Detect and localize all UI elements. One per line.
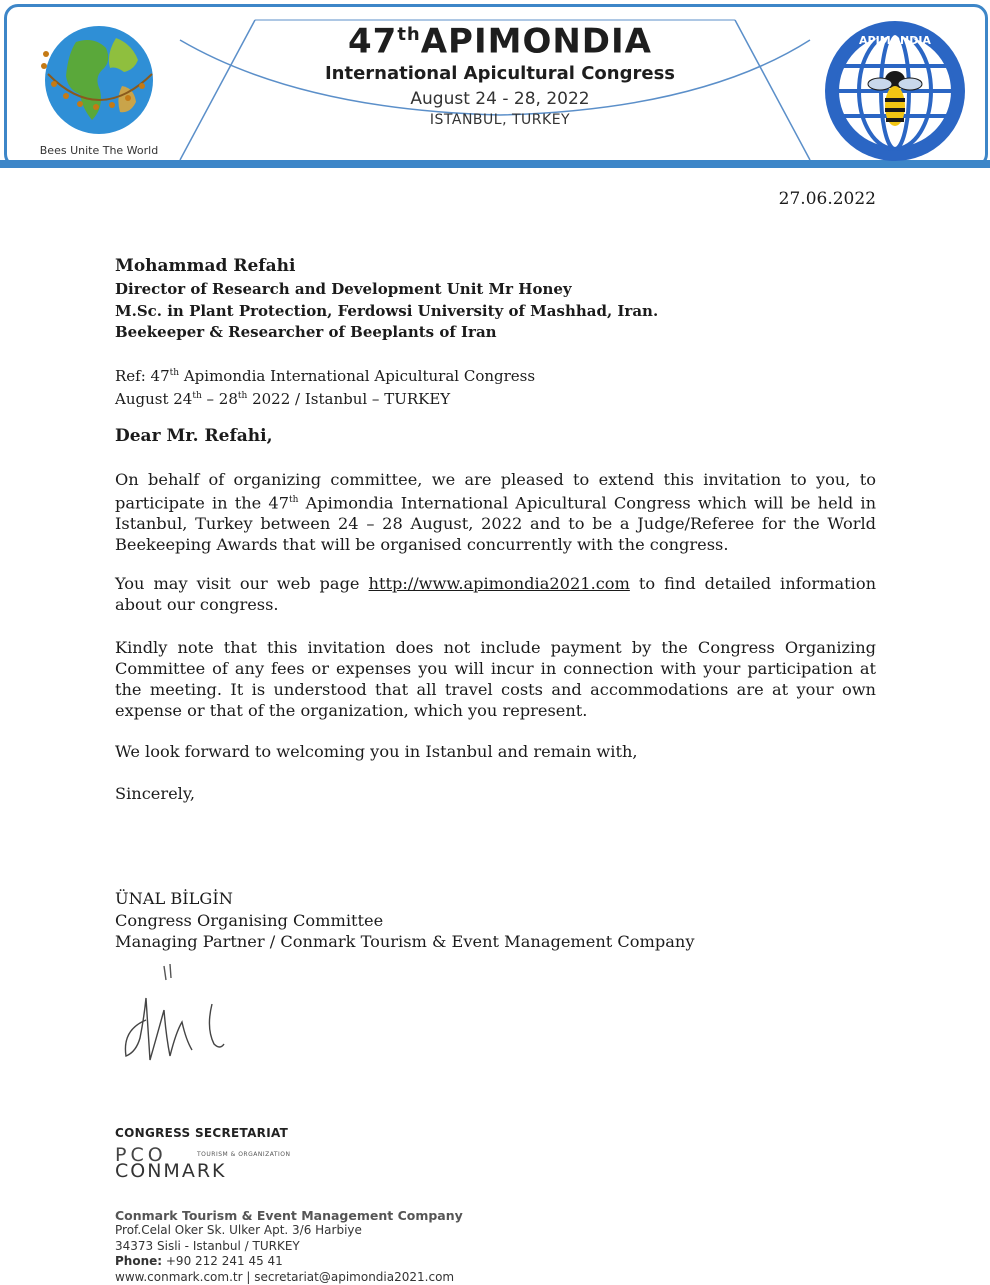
handwritten-signature [116, 960, 238, 1068]
secretariat-heading: CONGRESS SECRETARIAT [115, 1126, 463, 1140]
footer-block [115, 1126, 463, 1285]
globe-slogan: Bees Unite The World [40, 144, 158, 157]
salutation: Dear Mr. Refahi, [115, 426, 273, 446]
globe-logo-icon [24, 14, 174, 164]
recipient-role-line: Beekeeper & Researcher of Beeplants of Iran [115, 322, 875, 344]
paragraph-invitation: On behalf of organizing committee, we are pleased to extend this invitation to you, to participate in the 47th Apimondia International Apicultural Congress which will be held in Istanbul, Turkey between 24 – 28 August, 2022 and to be a Judge/Referee for the World Beekeeping Awards that will be organised concurrently with the congress. [115, 469, 876, 555]
emblem-label: APIMONDIA [859, 34, 931, 47]
reference-line: Ref: 47th Apimondia International Apicultural Congress [115, 364, 535, 387]
signer-block [115, 888, 694, 953]
header-banner [0, 0, 990, 170]
paragraph-payment-note: Kindly note that this invitation does not include payment by the Congress Organizing Committee of any fees or expenses you will incur in connection with your participation at the meeting. It is understood that all travel costs and accommodations are at your own expense or that of the organization, which you represent. [115, 637, 876, 721]
website-link[interactable]: http://www.apimondia2021.com [369, 574, 630, 593]
recipient-block [115, 255, 875, 344]
recipient-name: Mohammad Refahi [115, 255, 875, 277]
logo-tagline: TOURISM & ORGANIZATION [197, 1151, 291, 1158]
footer-company: Conmark Tourism & Event Management Company [115, 1208, 463, 1223]
logo-pco: PCO [115, 1144, 167, 1166]
apimondia-emblem-icon [822, 18, 968, 164]
letter-date: 27.06.2022 [779, 189, 876, 209]
paragraph-website: You may visit our web page http://www.apimondia2021.com to find detailed information about our congress. [115, 573, 876, 615]
closing-sincerely: Sincerely, [115, 783, 876, 804]
conmark-logo [115, 1144, 295, 1184]
congress-dates: August 24 - 28, 2022 [300, 88, 700, 110]
footer-address-1: Prof.Celal Oker Sk. Ulker Apt. 3/6 Harbiye [115, 1223, 463, 1239]
footer-web: www.conmark.com.tr | secretariat@apimondia2021.com [115, 1270, 463, 1285]
footer-address-2: 34373 Sisli - Istanbul / TURKEY [115, 1239, 463, 1255]
congress-subtitle: International Apicultural Congress [300, 62, 700, 86]
congress-title-block [300, 14, 700, 130]
recipient-title-line: Director of Research and Development Unit Mr Honey [115, 279, 875, 301]
reference-block [115, 364, 535, 409]
congress-title: 47thAPIMONDIA [300, 14, 700, 62]
signer-title: Managing Partner / Conmark Tourism & Event Management Company [115, 931, 694, 953]
reference-date-line: August 24th – 28th 2022 / Istanbul – TURKEY [115, 387, 535, 410]
footer-phone: Phone: +90 212 241 45 41 [115, 1254, 463, 1270]
signer-role: Congress Organising Committee [115, 910, 694, 932]
logo-conmark: CONMARK [115, 1160, 227, 1182]
paragraph-closing: We look forward to welcoming you in Istanbul and remain with, [115, 741, 876, 762]
recipient-degree-line: M.Sc. in Plant Protection, Ferdowsi University of Mashhad, Iran. [115, 301, 875, 323]
congress-city: ISTANBUL, TURKEY [300, 110, 700, 130]
signer-name: ÜNAL BİLGİN [115, 888, 694, 910]
